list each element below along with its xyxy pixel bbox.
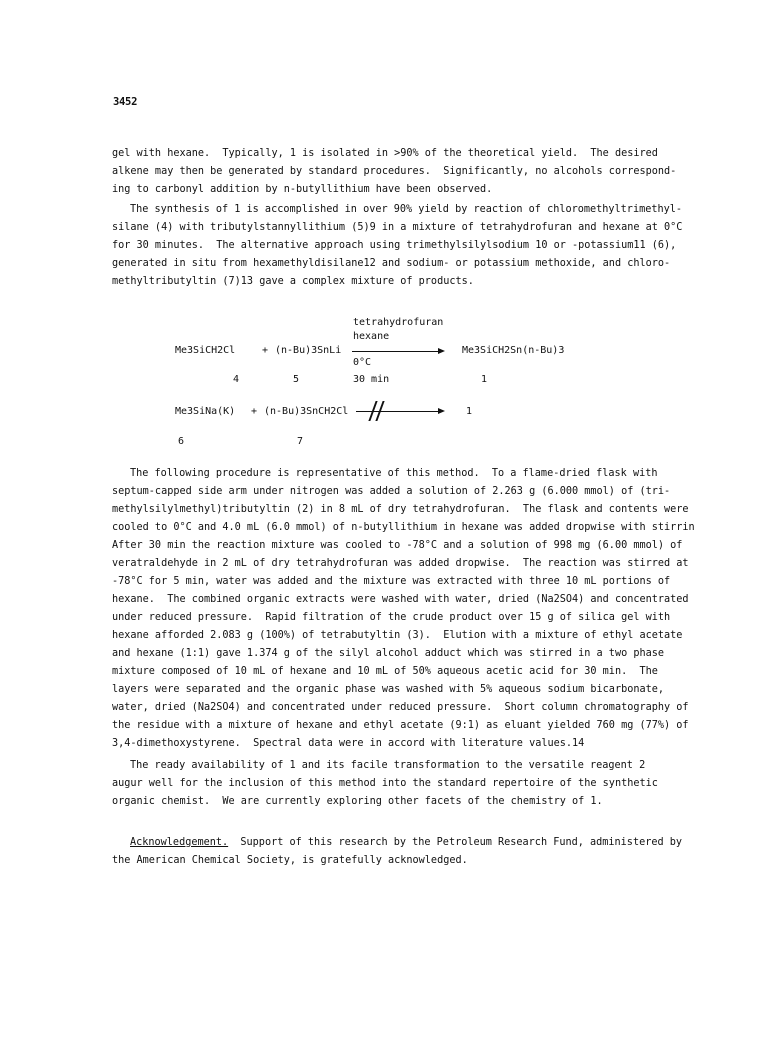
arrowhead xyxy=(438,348,445,354)
text-line: water, dried (Na2SO4) and concentrated under reduced pressure. Short column chromatography of xyxy=(112,702,689,713)
acknowledgement-line: the American Chemical Society, is gratefully acknowledged. xyxy=(112,855,468,866)
text-line: for 30 minutes. The alternative approach using trimethylsilylsodium 10 or -potassium11 (6), xyxy=(112,240,677,251)
compound-label-5: 5 xyxy=(293,374,300,385)
compound-label-6: 6 xyxy=(178,436,185,447)
condition-solvent-2: hexane xyxy=(353,331,390,342)
text-line: generated in situ from hexamethyldisilane12 and sodium- or potassium methoxide, and chloro- xyxy=(112,258,671,269)
acknowledgement-line xyxy=(130,834,682,852)
text-line: under reduced pressure. Rapid filtration of the crude product over 15 g of silica gel with xyxy=(112,612,671,623)
text-line: -78°C for 5 min, water was added and the mixture was extracted with three 10 mL portions of xyxy=(112,576,671,587)
plus-sign: + xyxy=(262,345,269,356)
reactant-chloromethyltributyltin: (n-Bu)3SnCH2Cl xyxy=(264,406,349,417)
condition-solvent-1: tetrahydrofuran xyxy=(353,317,444,328)
plus-sign: + xyxy=(251,406,258,417)
text-line: and hexane (1:1) gave 1.374 g of the silyl alcohol adduct which was stirred in a two phase xyxy=(112,648,665,659)
text-line: 3,4-dimethoxystyrene. Spectral data were in accord with literature values.14 xyxy=(112,738,585,749)
text-line: septum-capped side arm under nitrogen was added a solution of 2.263 g (6.000 mmol) of (tri- xyxy=(112,486,671,497)
condition-time: 30 min xyxy=(353,374,390,385)
reactant-chloromethyltrimethylsilane: Me3SiCH2Cl xyxy=(175,345,236,356)
acknowledgement-heading: Acknowledgement. xyxy=(130,837,229,848)
text-line: The following procedure is representative of this method. To a flame-dried flask with xyxy=(130,468,658,479)
compound-label-1: 1 xyxy=(481,374,488,385)
text-line: silane (4) with tributylstannyllithium (5)9 in a mixture of tetrahydrofuran and hexane at 0°C xyxy=(112,222,683,233)
acknowledgement-text: Support of this research by the Petroleum Research Fund, administered by xyxy=(228,837,683,848)
text-line: gel with hexane. Typically, 1 is isolated in >90% of the theoretical yield. The desired xyxy=(112,148,658,159)
text-line: methyltributyltin (7)13 gave a complex mixture of products. xyxy=(112,276,474,287)
text-line: augur well for the inclusion of this method into the standard repertoire of the synthetic xyxy=(112,778,658,789)
text-line: alkene may then be generated by standard procedures. Significantly, no alcohols correspond- xyxy=(112,166,677,177)
text-line: hexane afforded 2.083 g (100%) of tetrabutyltin (3). Elution with a mixture of ethyl acetate xyxy=(112,630,683,641)
compound-label-4: 4 xyxy=(233,374,240,385)
text-line: ing to carbonyl addition by n-butyllithium have been observed. xyxy=(112,184,493,195)
reactant-tributylstannyllithium: (n-Bu)3SnLi xyxy=(275,345,342,356)
text-line: After 30 min the reaction mixture was cooled to -78°C and a solution of 998 mg (6.00 mmol) of xyxy=(112,540,683,551)
text-line: layers were separated and the organic phase was washed with 5% aqueous sodium bicarbonate, xyxy=(112,684,665,695)
compound-label-7: 7 xyxy=(297,436,304,447)
text-line: hexane. The combined organic extracts were washed with water, dried (Na2SO4) and concentrated xyxy=(112,594,689,605)
text-line: cooled to 0°C and 4.0 mL (6.0 mmol) of n-butyllithium in hexane was added dropwise with stirrin xyxy=(112,522,695,533)
text-line: mixture composed of 10 mL of hexane and 10 mL of 50% aqueous acetic acid for 30 min. The xyxy=(112,666,658,677)
reaction-arrow xyxy=(356,411,440,412)
text-line: The ready availability of 1 and its facile transformation to the versatile reagent 2 xyxy=(130,760,646,771)
compound-label-1: 1 xyxy=(466,406,473,417)
text-line: organic chemist. We are currently exploring other facets of the chemistry of 1. xyxy=(112,796,603,807)
condition-temperature: 0°C xyxy=(353,357,372,368)
text-line: the residue with a mixture of hexane and ethyl acetate (9:1) as eluant yielded 760 mg (77%) of xyxy=(112,720,689,731)
text-line: The synthesis of 1 is accomplished in over 90% yield by reaction of chloromethyltrimethyl- xyxy=(130,204,683,215)
text-line: methylsilylmethyl)tributyltin (2) in 8 mL of dry tetrahydrofuran. The flask and contents were xyxy=(112,504,689,515)
reaction-arrow xyxy=(352,351,440,352)
reactant-trimethylsilyl-metal: Me3SiNa(K) xyxy=(175,406,236,417)
product-stannane: Me3SiCH2Sn(n-Bu)3 xyxy=(462,345,565,356)
page-number: 3452 xyxy=(113,96,138,108)
text-line: veratraldehyde in 2 mL of dry tetrahydrofuran was added dropwise. The reaction was stirred at xyxy=(112,558,689,569)
arrowhead xyxy=(438,408,445,414)
